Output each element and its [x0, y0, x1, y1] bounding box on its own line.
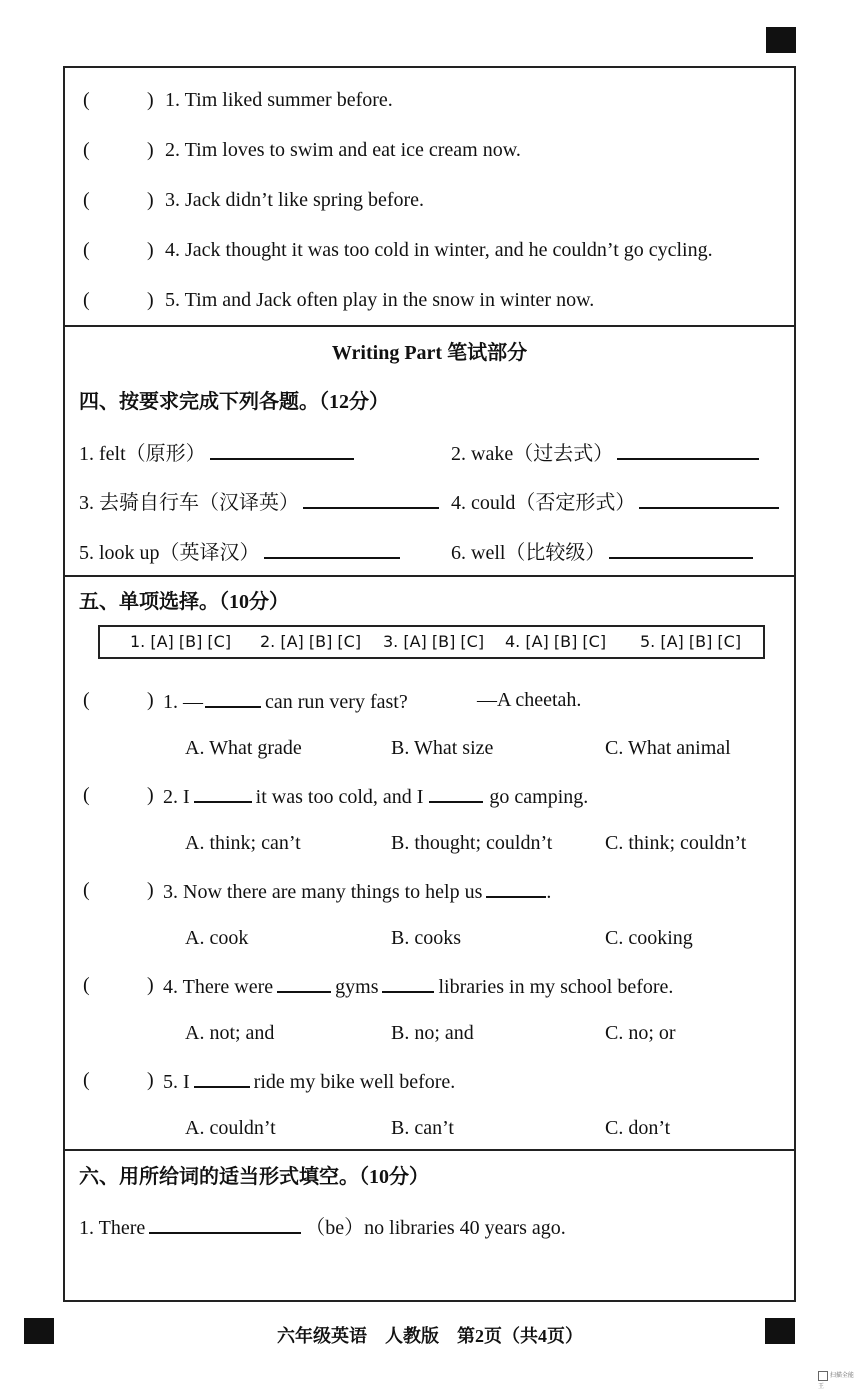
- section4-title: 四、按要求完成下列各题。（12分）: [79, 391, 389, 413]
- mc-question-2: 2. I it was too cold, and I go camping.: [163, 783, 588, 809]
- paren-close: ): [147, 784, 154, 806]
- mc-question-5: 5. I ride my bike well before.: [163, 1068, 455, 1094]
- paren-close: ): [147, 974, 154, 996]
- mc-option: A. cook: [185, 927, 249, 949]
- answer-blank[interactable]: [486, 878, 546, 898]
- mc-option: B. no; and: [391, 1022, 474, 1044]
- scanner-logo: 扫描全能王: [818, 1372, 854, 1390]
- page-footer: 六年级英语 人教版 第2页（共4页）: [277, 1326, 583, 1346]
- paren-open: (: [83, 1069, 90, 1091]
- mc-option: A. think; can’t: [185, 832, 301, 854]
- writing-part-title: Writing Part 笔试部分: [331, 342, 528, 364]
- mc-reply-1: —A cheetah.: [477, 689, 582, 711]
- paren-close: ): [147, 189, 154, 211]
- mc-option: A. couldn’t: [185, 1117, 276, 1139]
- answer-blank[interactable]: [382, 973, 434, 993]
- mc-option: C. don’t: [605, 1117, 671, 1139]
- answer-choice-4[interactable]: 4. [A] [B] [C]: [505, 632, 607, 651]
- answer-blank[interactable]: [264, 539, 400, 559]
- paren-open: (: [83, 239, 90, 261]
- s4-item-3: 3. 去骑自行车（汉译英）: [79, 489, 439, 515]
- mc-option: A. What grade: [185, 737, 302, 759]
- mc-option: B. cooks: [391, 927, 461, 949]
- mc-option: C. cooking: [605, 927, 693, 949]
- s4-item-1: 1. felt（原形）: [79, 440, 354, 466]
- s4-item-4: 4. could（否定形式）: [451, 489, 779, 515]
- tf-item-2: 2. Tim loves to swim and eat ice cream now.: [165, 139, 521, 161]
- tf-item-3: 3. Jack didn’t like spring before.: [165, 189, 425, 211]
- mc-question-3: 3. Now there are many things to help us .: [163, 878, 551, 904]
- answer-choice-5[interactable]: 5. [A] [B] [C]: [640, 632, 742, 651]
- registration-mark-top-right: [766, 27, 796, 53]
- answer-blank[interactable]: [277, 973, 331, 993]
- answer-blank[interactable]: [210, 440, 354, 460]
- mc-option: B. thought; couldn’t: [391, 832, 553, 854]
- mc-option: C. no; or: [605, 1022, 676, 1044]
- paren-open: (: [83, 289, 90, 311]
- s4-item-6: 6. well（比较级）: [451, 539, 753, 565]
- divider: [65, 575, 794, 577]
- paren-open: (: [83, 974, 90, 996]
- answer-blank[interactable]: [205, 688, 261, 708]
- exam-frame: [63, 66, 796, 1302]
- paren-close: ): [147, 879, 154, 901]
- scanner-logo-icon: [818, 1371, 828, 1381]
- answer-blank[interactable]: [149, 1214, 301, 1234]
- paren-close: ): [147, 139, 154, 161]
- s4-item-5: 5. look up（英译汉）: [79, 539, 400, 565]
- s4-item-2: 2. wake（过去式）: [451, 440, 759, 466]
- paren-close: ): [147, 89, 154, 111]
- section5-title: 五、单项选择。（10分）: [79, 591, 289, 613]
- tf-item-4: 4. Jack thought it was too cold in winter, and he couldn’t go cycling.: [165, 239, 713, 261]
- answer-choice-2[interactable]: 2. [A] [B] [C]: [260, 632, 362, 651]
- answer-blank[interactable]: [639, 489, 779, 509]
- tf-item-1: 1. Tim liked summer before.: [165, 89, 393, 111]
- divider: [65, 1149, 794, 1151]
- answer-blank[interactable]: [194, 1068, 250, 1088]
- paren-open: (: [83, 879, 90, 901]
- answer-choice-3[interactable]: 3. [A] [B] [C]: [383, 632, 485, 651]
- paren-open: (: [83, 139, 90, 161]
- answer-blank[interactable]: [194, 783, 252, 803]
- answer-blank[interactable]: [609, 539, 753, 559]
- answer-blank[interactable]: [617, 440, 759, 460]
- mc-option: A. not; and: [185, 1022, 275, 1044]
- mc-option: C. think; couldn’t: [605, 832, 747, 854]
- paren-close: ): [147, 1069, 154, 1091]
- answer-sheet-box: [98, 625, 765, 659]
- section6-title: 六、用所给词的适当形式填空。（10分）: [79, 1166, 429, 1188]
- tf-item-5: 5. Tim and Jack often play in the snow in winter now.: [165, 289, 595, 311]
- answer-blank[interactable]: [429, 783, 483, 803]
- paren-open: (: [83, 189, 90, 211]
- paren-open: (: [83, 89, 90, 111]
- answer-choice-1[interactable]: 1. [A] [B] [C]: [130, 632, 232, 651]
- divider: [65, 325, 794, 327]
- paren-open: (: [83, 689, 90, 711]
- mc-option: B. What size: [391, 737, 494, 759]
- paren-close: ): [147, 689, 154, 711]
- mc-question-1: 1. — can run very fast?: [163, 688, 408, 714]
- answer-blank[interactable]: [303, 489, 439, 509]
- mc-option: C. What animal: [605, 737, 731, 759]
- s6-question-1: 1. There （be）no libraries 40 years ago.: [79, 1214, 566, 1240]
- paren-open: (: [83, 784, 90, 806]
- paren-close: ): [147, 239, 154, 261]
- paren-close: ): [147, 289, 154, 311]
- mc-option: B. can’t: [391, 1117, 454, 1139]
- mc-question-4: 4. There were gyms libraries in my school before.: [163, 973, 673, 999]
